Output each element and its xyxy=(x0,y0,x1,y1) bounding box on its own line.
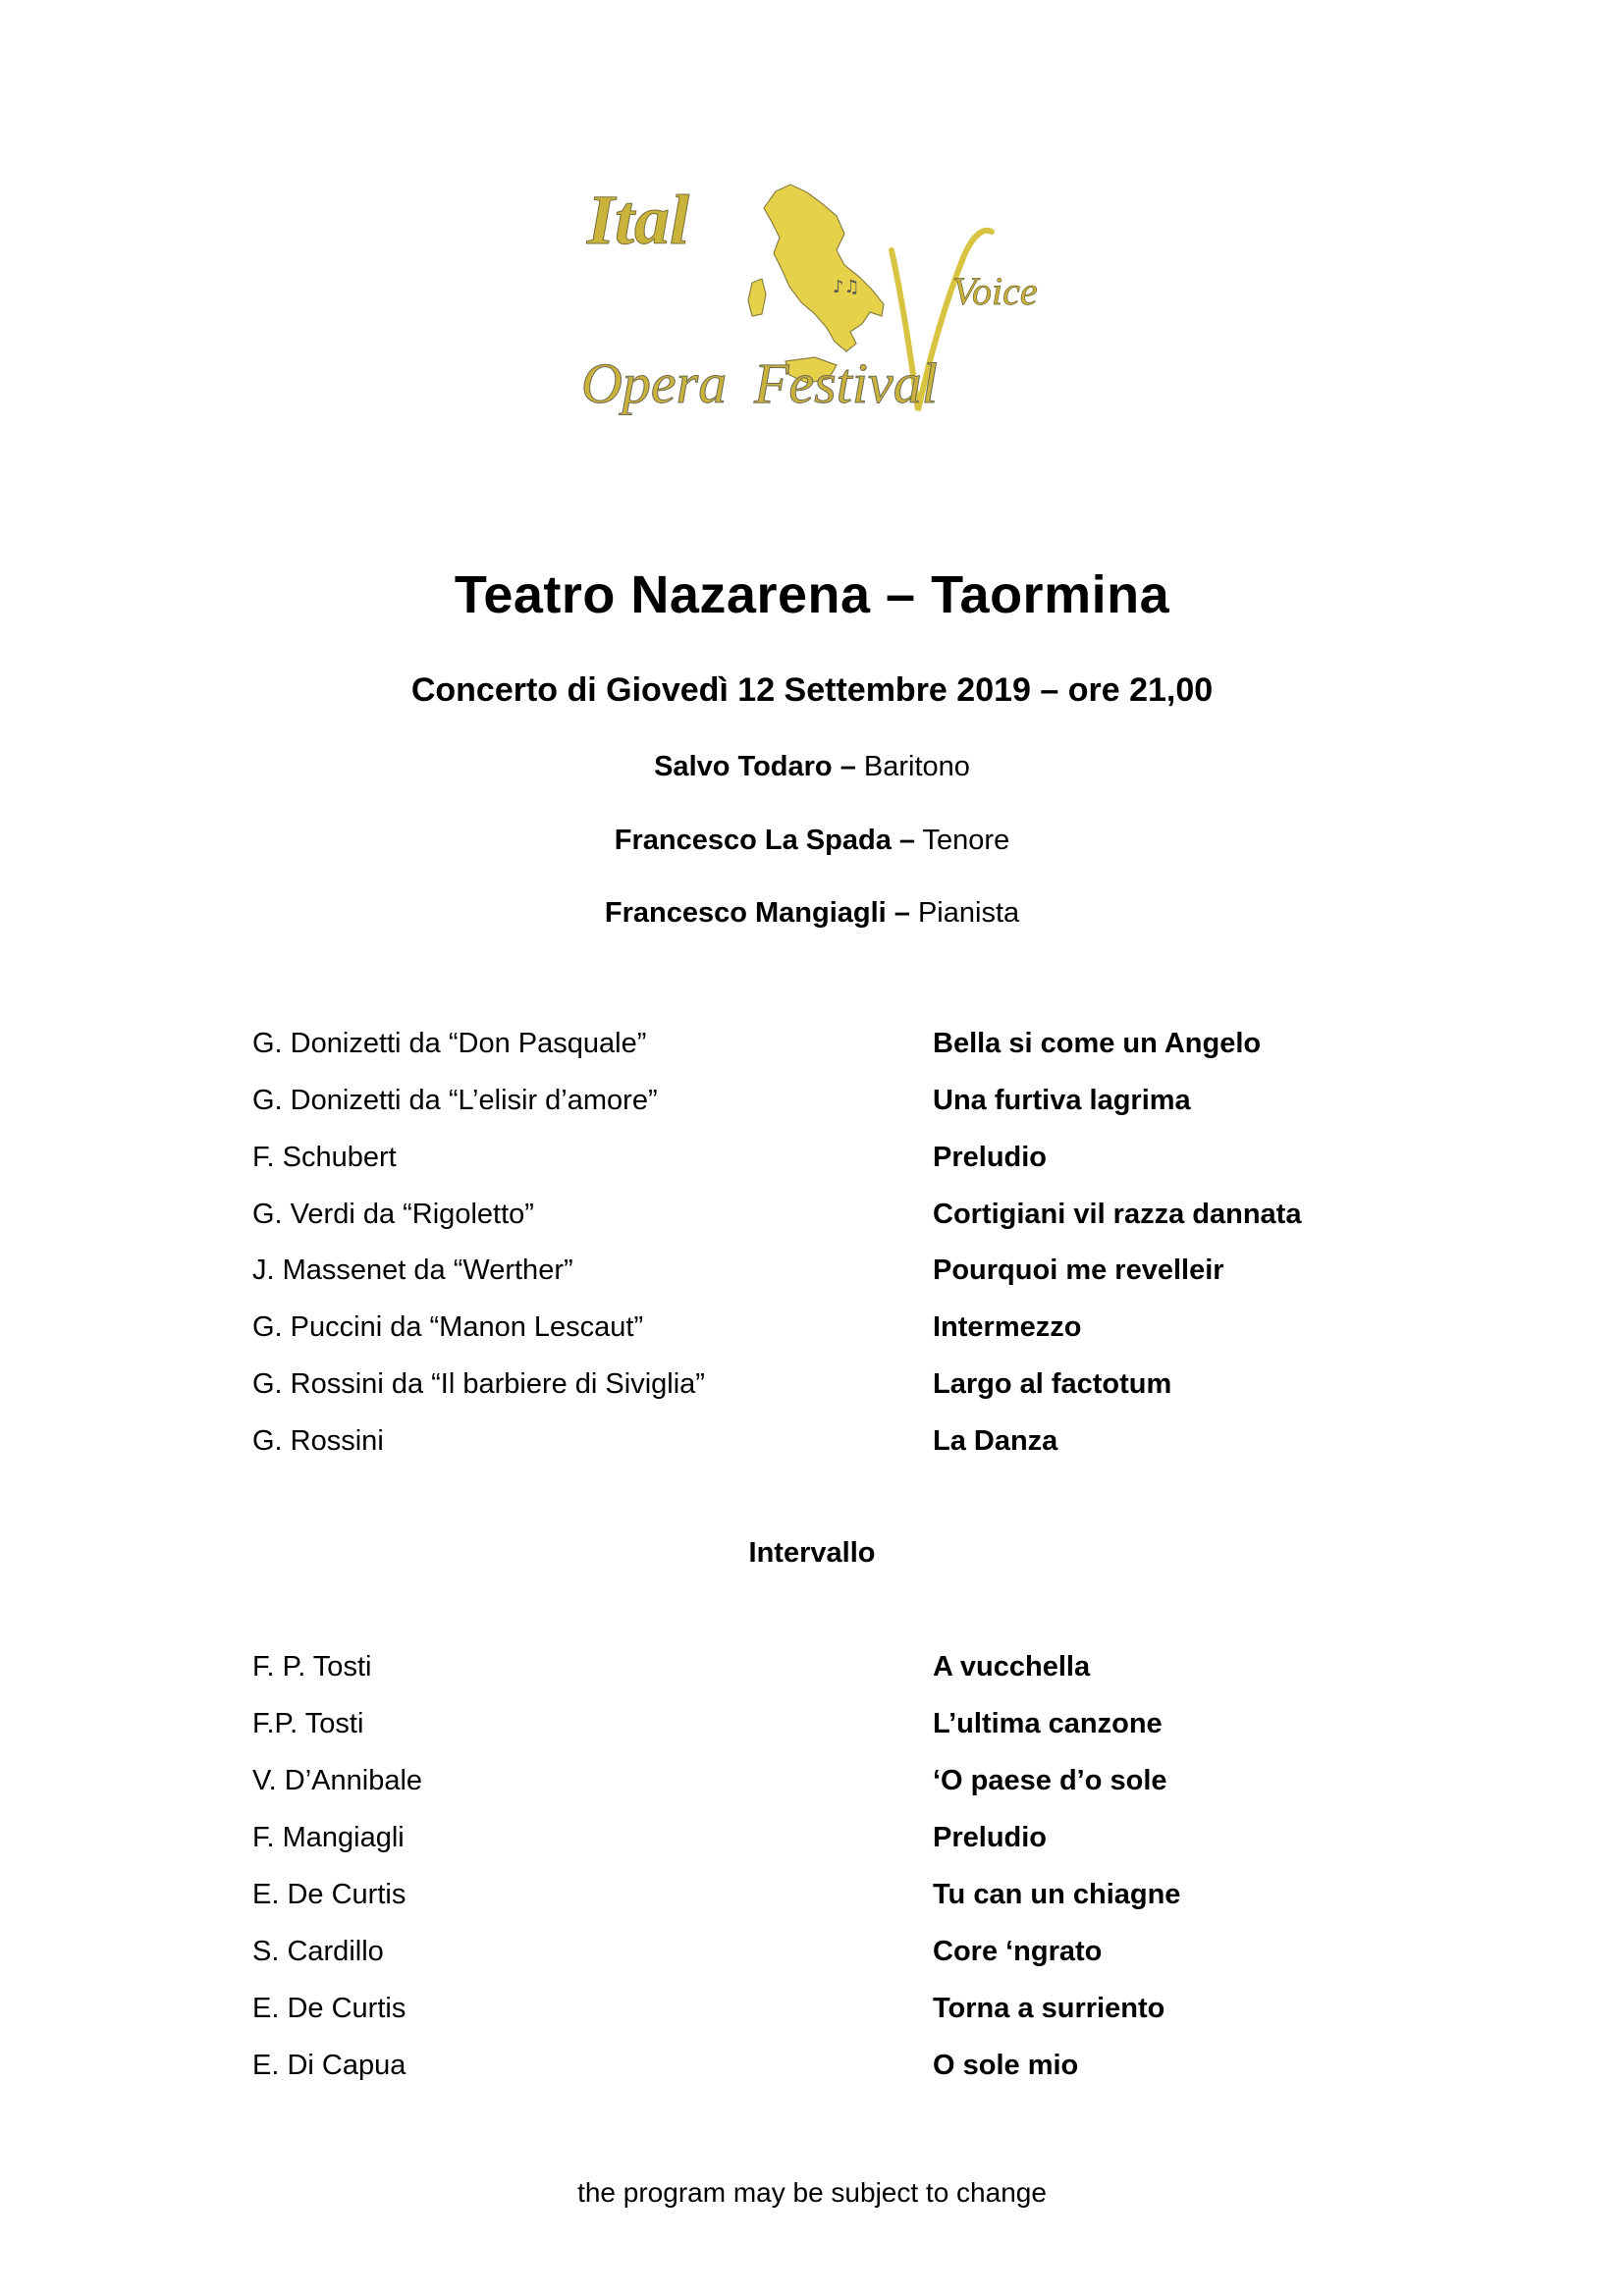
performer-pianist xyxy=(0,897,1624,930)
logo-word-festival: Festival xyxy=(754,351,938,415)
program-row xyxy=(0,1879,1624,1918)
piece-title: Pourquoi me revelleir xyxy=(933,1255,1224,1286)
composer: G. Puccini da “Manon Lescaut” xyxy=(252,1311,644,1343)
piece-title: Cortigiani vil razza dannata xyxy=(933,1199,1302,1230)
program-row xyxy=(0,1708,1624,1747)
italy-map-icon xyxy=(764,185,884,351)
program-row xyxy=(0,1142,1624,1181)
performer-name: Francesco La Spada – xyxy=(614,825,916,856)
program-row xyxy=(0,1255,1624,1294)
piece-title: Torna a surriento xyxy=(933,1993,1165,2024)
piece-title: La Danza xyxy=(933,1425,1058,1457)
performer-role: Pianista xyxy=(909,897,1020,929)
piece-title: A vucchella xyxy=(933,1651,1091,1682)
program-row xyxy=(0,1028,1624,1067)
program-row xyxy=(0,1651,1624,1690)
performer-name: Salvo Todaro – xyxy=(654,751,856,782)
program-row xyxy=(0,1425,1624,1465)
performer-name: Francesco Mangiagli – xyxy=(604,897,910,929)
composer: V. D’Annibale xyxy=(252,1765,423,1796)
program-row xyxy=(0,1822,1624,1861)
composer: G. Rossini xyxy=(252,1425,384,1457)
composer: G. Rossini da “Il barbiere di Siviglia” xyxy=(252,1368,705,1400)
piece-title: O sole mio xyxy=(933,2050,1079,2081)
logo-word-ital: Ital xyxy=(587,181,690,259)
intermission-heading: Intervallo xyxy=(748,1537,876,1569)
program-row xyxy=(0,1936,1624,1975)
composer: E. De Curtis xyxy=(252,1993,406,2024)
composer: F. Mangiagli xyxy=(252,1822,405,1853)
piece-title: ‘O paese d’o sole xyxy=(933,1765,1167,1796)
performer-tenor xyxy=(0,825,1624,857)
composer: E. De Curtis xyxy=(252,1879,406,1910)
logo-word-opera: Opera xyxy=(581,351,728,415)
composer: J. Massenet da “Werther” xyxy=(252,1255,573,1286)
sardinia-icon xyxy=(748,279,766,316)
program-row xyxy=(0,1199,1624,1238)
performer-role: Baritono xyxy=(855,751,970,782)
composer: F.P. Tosti xyxy=(252,1708,364,1739)
piece-title: Una furtiva lagrima xyxy=(933,1085,1191,1116)
piece-title: Preludio xyxy=(933,1142,1048,1173)
piece-title: L’ultima canzone xyxy=(933,1708,1163,1739)
footer-note: the program may be subject to change xyxy=(577,2177,1047,2208)
music-note-icon: ♪♫ xyxy=(833,277,860,297)
logo-graphic xyxy=(579,157,1060,427)
piece-title: Largo al factotum xyxy=(933,1368,1172,1400)
composer: F. P. Tosti xyxy=(252,1651,372,1682)
concert-date: Concerto di Giovedì 12 Settembre 2019 – ore 21,00 xyxy=(410,671,1214,709)
program-row xyxy=(0,1311,1624,1351)
piece-title: Preludio xyxy=(933,1822,1048,1853)
program-row xyxy=(0,2050,1624,2089)
composer: G. Donizetti da “L’elisir d’amore” xyxy=(252,1085,658,1116)
performer-role: Tenore xyxy=(915,825,1010,856)
logo-word-voice: Voice xyxy=(952,269,1038,313)
piece-title: Bella si come un Angelo xyxy=(933,1028,1262,1059)
composer: F. Schubert xyxy=(252,1142,397,1173)
festival-logo xyxy=(579,157,1060,427)
piece-title: Intermezzo xyxy=(933,1311,1082,1343)
program-row xyxy=(0,1368,1624,1408)
composer: S. Cardillo xyxy=(252,1936,384,1967)
program-row xyxy=(0,1765,1624,1804)
piece-title: Tu can un chiagne xyxy=(933,1879,1181,1910)
composer: G. Donizetti da “Don Pasquale” xyxy=(252,1028,647,1059)
performer-baritone xyxy=(0,751,1624,783)
piece-title: Core ‘ngrato xyxy=(933,1936,1103,1967)
composer: E. Di Capua xyxy=(252,2050,406,2081)
program-row xyxy=(0,1085,1624,1124)
page-title: Teatro Nazarena – Taormina xyxy=(454,565,1170,624)
program-row xyxy=(0,1993,1624,2032)
composer: G. Verdi da “Rigoletto” xyxy=(252,1199,534,1230)
